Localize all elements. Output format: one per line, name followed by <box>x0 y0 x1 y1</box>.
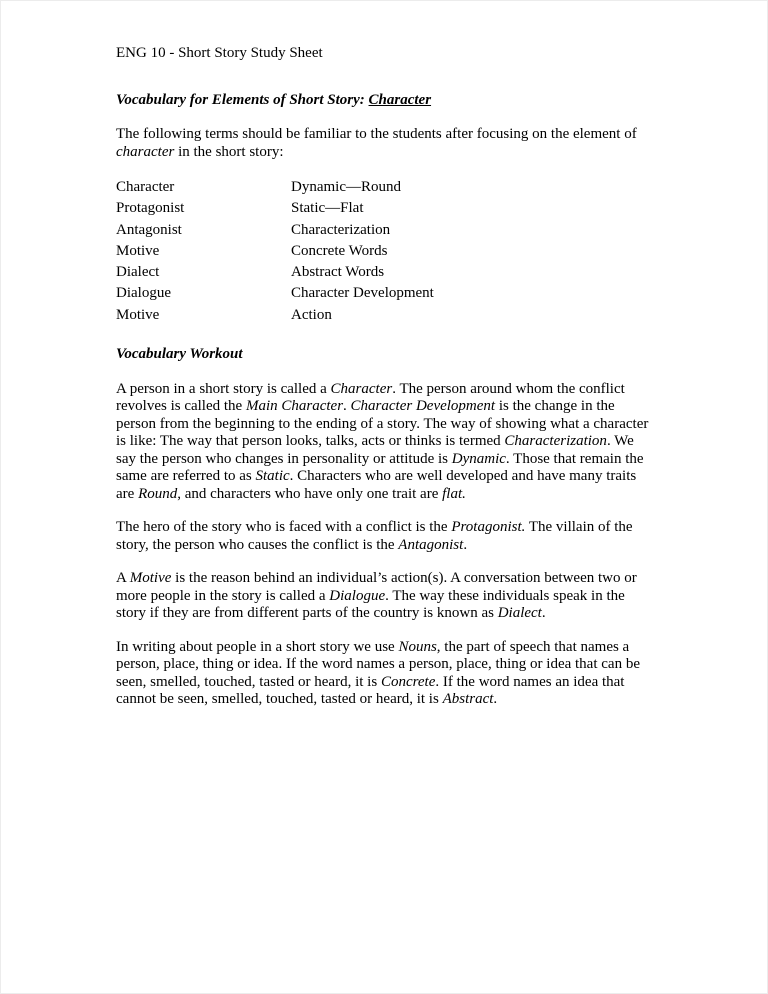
text-segment: Vocabulary for Elements of Short Story: <box>116 91 369 108</box>
document-header: ENG 10 - Short Story Study Sheet <box>116 45 323 61</box>
text-segment: Antagonist <box>398 536 464 553</box>
text-segment: In writing about people in a short story we use <box>116 638 399 655</box>
term-item: Static—Flat <box>291 200 364 217</box>
paragraph-motive-dialogue-dialect <box>116 570 654 623</box>
term-item: Abstract Words <box>291 264 385 281</box>
text-segment: . <box>541 605 546 622</box>
text-segment: . If the word names an idea that cannot be seen, smelled, touched, tasted or heard, it is <box>116 673 625 708</box>
text-segment: Nouns <box>398 638 437 655</box>
text-segment: Dynamic <box>451 450 506 467</box>
text-segment: Concrete <box>380 673 436 690</box>
term-item: Motive <box>116 242 160 259</box>
term-item: Action <box>291 306 332 323</box>
text-segment: Round <box>138 485 178 502</box>
text-segment: . <box>343 398 351 415</box>
text-segment: in the short story: <box>174 143 284 160</box>
term-column-right <box>291 177 654 326</box>
text-segment: Character Development <box>350 398 496 415</box>
term-item: Character <box>116 179 175 195</box>
text-segment: The hero of the story who is faced with a conflict is the <box>116 519 452 536</box>
text-segment: , and characters who have only one trait are <box>177 485 443 502</box>
text-segment: Protagonist. <box>451 519 526 536</box>
text-segment: The villain of the story, the person who causes the conflict is the <box>116 519 633 553</box>
text-segment: . The way these individuals speak in the story if they are from different parts of the country is known as <box>116 587 625 622</box>
section-heading-vocabulary-workout: Vocabulary Workout <box>116 346 243 363</box>
text-segment: A person in a short story is called a <box>116 380 331 397</box>
text-segment: . Characters who are well developed and have many traits are <box>116 468 637 502</box>
term-item: Dialect <box>116 264 160 281</box>
term-item: Antagonist <box>116 221 182 238</box>
paragraph-nouns-concrete-abstract <box>116 639 654 709</box>
text-segment: Character <box>368 91 432 108</box>
vocabulary-term-list <box>116 177 654 326</box>
term-item: Characterization <box>291 221 391 238</box>
term-item: Concrete Words <box>291 242 388 259</box>
text-segment: Static <box>255 468 290 485</box>
term-item: Dynamic—Round <box>291 179 401 195</box>
text-segment: Motive <box>129 570 172 587</box>
text-segment: Main Character <box>245 398 344 415</box>
text-segment: Characterization <box>504 433 607 450</box>
text-segment: , the part of speech that names a person, place, thing or idea. If the word names a person, place, thing or idea that can be seen, smelled, touched, tasted or heard, it is <box>116 638 640 690</box>
text-segment: . We say the person who changes in personality or attitude is <box>116 433 634 467</box>
document-title <box>116 92 654 110</box>
text-segment: Dialect <box>497 605 542 622</box>
text-segment: character <box>116 143 175 160</box>
text-segment: A <box>116 570 130 587</box>
paragraph-character-terms <box>116 381 654 504</box>
text-segment: Abstract <box>442 691 494 708</box>
term-item: Character Development <box>291 285 434 302</box>
term-item: Dialogue <box>116 285 171 302</box>
text-segment: is the reason behind an individual’s action(s). A conversation between two or more people in the story is called a <box>116 570 637 604</box>
paragraph-protagonist-antagonist <box>116 519 654 554</box>
term-item: Protagonist <box>116 200 185 217</box>
text-segment: flat. <box>442 485 466 502</box>
text-segment: is the change in the person from the beginning to the ending of a story. The way of showing what a character is like: The way that person looks, talks, acts or thinks is termed <box>116 398 649 450</box>
text-segment: Character <box>330 380 393 397</box>
text-segment: . The person around whom the conflict revolves is called the <box>116 380 625 415</box>
text-segment: . <box>463 536 468 553</box>
intro-paragraph <box>116 126 654 161</box>
text-segment: Dialogue <box>329 587 386 604</box>
text-segment: The following terms should be familiar to the students after focusing on the element of <box>116 126 637 142</box>
text-segment: . <box>493 691 498 708</box>
term-column-left <box>116 177 291 326</box>
term-item: Motive <box>116 306 160 323</box>
text-segment: . Those that remain the same are referred to as <box>116 450 644 485</box>
